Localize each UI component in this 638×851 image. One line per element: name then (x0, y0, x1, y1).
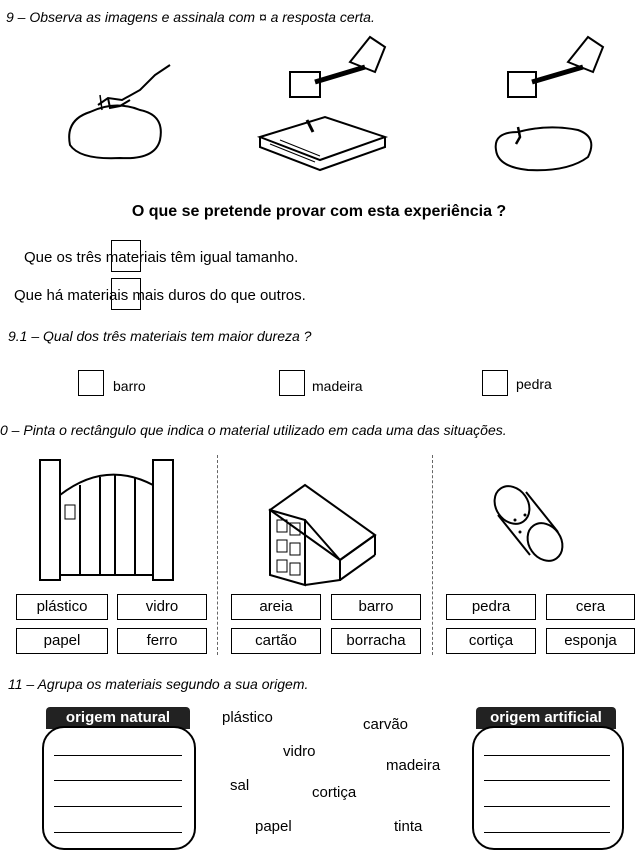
answer-option-1-label: Que os três materiais têm igual tamanho. (24, 249, 299, 266)
word-vidro: vidro (283, 743, 316, 760)
material-option-cortica[interactable]: cortiça (446, 628, 536, 654)
answer-line[interactable] (54, 755, 182, 756)
answer-line[interactable] (54, 806, 182, 807)
word-papel: papel (255, 818, 292, 835)
hardness-option-pedra: pedra (516, 376, 552, 392)
answer-option-2-checkbox[interactable] (111, 278, 141, 310)
material-option-borracha[interactable]: borracha (331, 628, 421, 654)
experiment-question: O que se pretende provar com esta experiência ? (131, 203, 507, 220)
answer-line[interactable] (54, 780, 182, 781)
material-option-plastico[interactable]: plástico (16, 594, 108, 620)
word-carvao: carvão (363, 716, 409, 733)
word-sal: sal (230, 777, 250, 794)
divider (432, 455, 433, 655)
natural-origin-label: origem natural (46, 707, 190, 729)
artificial-origin-label: origem artificial (476, 707, 616, 729)
cork-illustration (490, 480, 570, 565)
word-tinta: tinta (394, 818, 423, 835)
divider (217, 455, 218, 655)
answer-option-2-label: Que há materiais mais duros do que outros. (14, 287, 306, 304)
hardness-checkbox-pedra[interactable] (482, 370, 508, 396)
question-10-title: 0 – Pinta o rectângulo que indica o material utilizado em cada uma das situações. (0, 422, 507, 438)
wood-hammer-illustration (255, 32, 390, 172)
gate-illustration (35, 455, 175, 585)
question-9-title: 9 – Observa as imagens e assinala com ¤ a resposta certa. (6, 9, 375, 25)
hardness-checkbox-barro[interactable] (78, 370, 104, 396)
answer-line[interactable] (54, 832, 182, 833)
material-option-cera[interactable]: cera (546, 594, 635, 620)
clay-illustration (60, 60, 180, 170)
hardness-option-barro: barro (113, 378, 146, 394)
answer-line[interactable] (484, 832, 610, 833)
brick-illustration (265, 475, 380, 585)
question-9-1-title: 9.1 – Qual dos três materiais tem maior dureza ? (8, 328, 312, 344)
material-option-ferro[interactable]: ferro (117, 628, 207, 654)
material-option-cartao[interactable]: cartão (231, 628, 321, 654)
hardness-option-madeira: madeira (312, 378, 363, 394)
answer-line[interactable] (484, 755, 610, 756)
question-11-title: 11 – Agrupa os materiais segundo a sua origem. (8, 676, 309, 692)
hardness-checkbox-madeira[interactable] (279, 370, 305, 396)
stone-hammer-illustration (488, 32, 608, 177)
material-option-areia[interactable]: areia (231, 594, 321, 620)
material-option-barro[interactable]: barro (331, 594, 421, 620)
material-option-esponja[interactable]: esponja (546, 628, 635, 654)
material-option-pedra[interactable]: pedra (446, 594, 536, 620)
answer-option-1-checkbox[interactable] (111, 240, 141, 272)
answer-line[interactable] (484, 780, 610, 781)
answer-line[interactable] (484, 806, 610, 807)
word-cortica: cortiça (312, 784, 357, 801)
word-plastico: plástico (222, 709, 273, 726)
material-option-vidro[interactable]: vidro (117, 594, 207, 620)
word-madeira: madeira (386, 757, 441, 774)
material-option-papel[interactable]: papel (16, 628, 108, 654)
